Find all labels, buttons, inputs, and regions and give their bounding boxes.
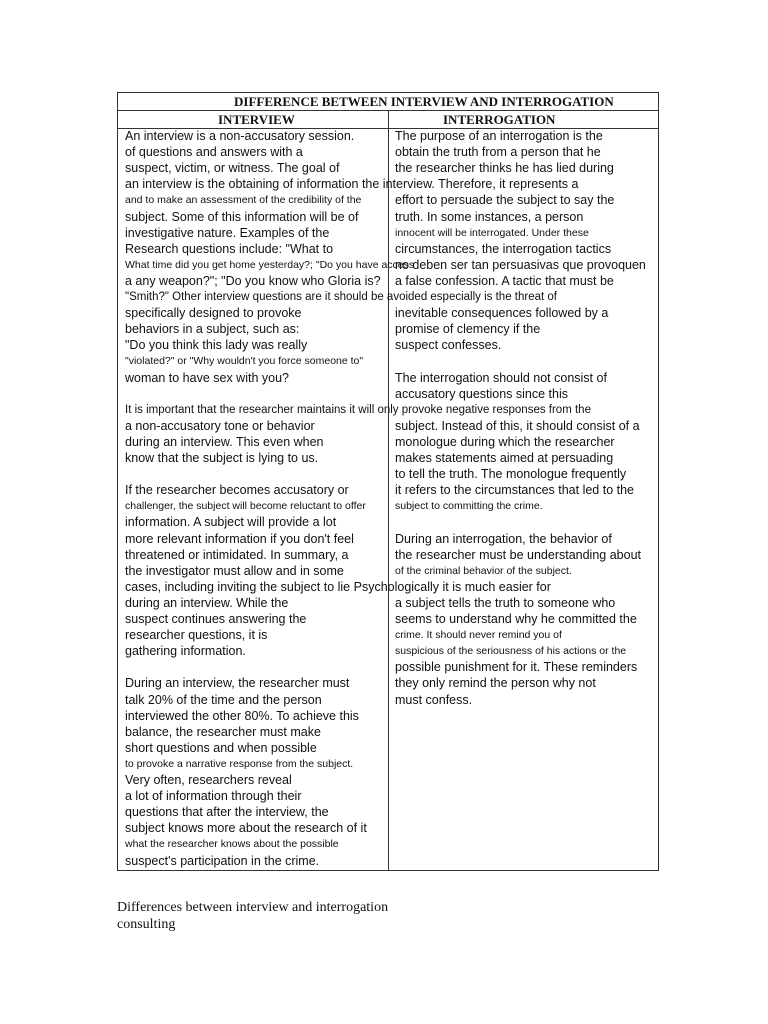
interview-text-line: If the researcher becomes accusatory or [125,483,349,497]
interrogation-text-line: accusatory questions since this [395,387,569,401]
interview-text-line: challenger, the subject will become reluctant to offer [125,500,366,512]
interview-text-line: during an interview. This even when [125,435,324,449]
interrogation-text-line: suspicious of the seriousness of his actions or the [395,645,627,657]
caption-title: Differences between interview and interrogation [117,900,389,915]
interrogation-text-line: obtain the truth from a person that he [395,145,601,159]
interview-text-line: balance, the researcher must make [125,725,321,739]
interview-text-line: interviewed the other 80%. To achieve this [125,709,359,723]
interview-text-line: information. A subject will provide a lot [125,515,337,529]
interview-text-line: "Do you think this lady was really [125,338,308,352]
interrogation-text-line: a subject tells the truth to someone who [395,596,616,610]
interview-text-line: of questions and answers with a [125,145,303,159]
interview-text-line: suspect, victim, or witness. The goal of [125,161,340,175]
interrogation-text-line: the researcher thinks he has lied during [395,161,614,175]
caption-subtitle: consulting [117,917,176,932]
column-divider [388,110,389,870]
interview-text-line: more relevant information if you don't feel [125,532,354,546]
full-width-line: "Smith?" Other interview questions are it should be avoided especially is the threat of [125,291,557,303]
interview-text-line: suspect continues answering the [125,612,307,626]
interview-text-line: An interview is a non-accusatory session. [125,129,355,143]
interview-text-line: "violated?" or "Why wouldn't you force someone to" [125,355,364,367]
interview-text-line: researcher questions, it is [125,628,268,642]
interview-text-line: to provoke a narrative response from the subject. [125,758,354,770]
interview-text-line: What time did you get home yesterday?; "Do you have access [125,259,415,271]
interrogation-text-line: a false confession. A tactic that must be [395,274,614,288]
table-title: DIFFERENCE BETWEEN INTERVIEW AND INTERROGATION [118,93,658,111]
interview-text-line: specifically designed to provoke [125,306,302,320]
full-width-line: cases, including inviting the subject to lie Psychologically it is much easier for [125,580,551,594]
interrogation-text-line: inevitable consequences followed by a [395,306,609,320]
interrogation-text-line: no deben ser tan persuasivas que provoquen [395,258,646,272]
interview-text-line: gathering information. [125,644,246,658]
interview-text-line: suspect's participation in the crime. [125,854,320,868]
interrogation-text-line: must confess. [395,693,473,707]
interrogation-text-line: to tell the truth. The monologue frequently [395,467,627,481]
header-interrogation: INTERROGATION [443,112,556,127]
interrogation-text-line: truth. In some instances, a person [395,210,584,224]
interrogation-text-line: they only remind the person why not [395,676,596,690]
interrogation-text-line: subject. Instead of this, it should consist of a [395,419,640,433]
interview-text-line: what the researcher knows about the possible [125,838,339,850]
interview-text-line: the investigator must allow and in some [125,564,344,578]
interview-text-line: talk 20% of the time and the person [125,693,322,707]
interrogation-text-line: crime. It should never remind you of [395,629,562,641]
interrogation-text-line: possible punishment for it. These reminders [395,660,638,674]
interview-text-line: Very often, researchers reveal [125,773,292,787]
interrogation-text-line: effort to persuade the subject to say the [395,193,615,207]
interview-text-line: a non-accusatory tone or behavior [125,419,315,433]
interrogation-text-line: seems to understand why he committed the [395,612,637,626]
interrogation-text-line: The purpose of an interrogation is the [395,129,603,143]
interview-text-line: a lot of information through their [125,789,302,803]
interrogation-text-line: monologue during which the researcher [395,435,615,449]
interrogation-text-line: During an interrogation, the behavior of [395,532,612,546]
interrogation-text-line: innocent will be interrogated. Under these [395,227,589,239]
interrogation-text-line: the researcher must be understanding about [395,548,641,562]
interrogation-text-line: The interrogation should not consist of [395,371,607,385]
interview-text-line: subject. Some of this information will be of [125,210,359,224]
interview-text-line: subject knows more about the research of it [125,821,367,835]
header-interview: INTERVIEW [218,112,295,127]
interview-text-line: a any weapon?"; "Do you know who Gloria is? [125,274,381,288]
interview-text-line: questions that after the interview, the [125,805,329,819]
full-width-line: It is important that the researcher maintains it will only provoke negative responses from the [125,404,591,416]
interview-text-line: Research questions include: "What to [125,242,334,256]
interview-text-line: behaviors in a subject, such as: [125,322,300,336]
interrogation-text-line: subject to committing the crime. [395,500,543,512]
interrogation-text-line: suspect confesses. [395,338,502,352]
interview-text-line: and to make an assessment of the credibility of the [125,194,362,206]
interview-text-line: During an interview, the researcher must [125,676,350,690]
interview-text-line: woman to have sex with you? [125,371,289,385]
interrogation-text-line: circumstances, the interrogation tactics [395,242,612,256]
interview-text-line: know that the subject is lying to us. [125,451,319,465]
interrogation-text-line: promise of clemency if the [395,322,541,336]
interrogation-text-line: it refers to the circumstances that led to the [395,483,635,497]
interview-text-line: investigative nature. Examples of the [125,226,330,240]
interview-text-line: threatened or intimidated. In summary, a [125,548,349,562]
interrogation-text-line: makes statements aimed at persuading [395,451,614,465]
comparison-table [117,92,659,871]
interview-text-line: during an interview. While the [125,596,289,610]
full-width-line: an interview is the obtaining of information the interview. Therefore, it represents a [125,177,579,191]
interrogation-text-line: of the criminal behavior of the subject. [395,565,572,577]
interview-text-line: short questions and when possible [125,741,317,755]
